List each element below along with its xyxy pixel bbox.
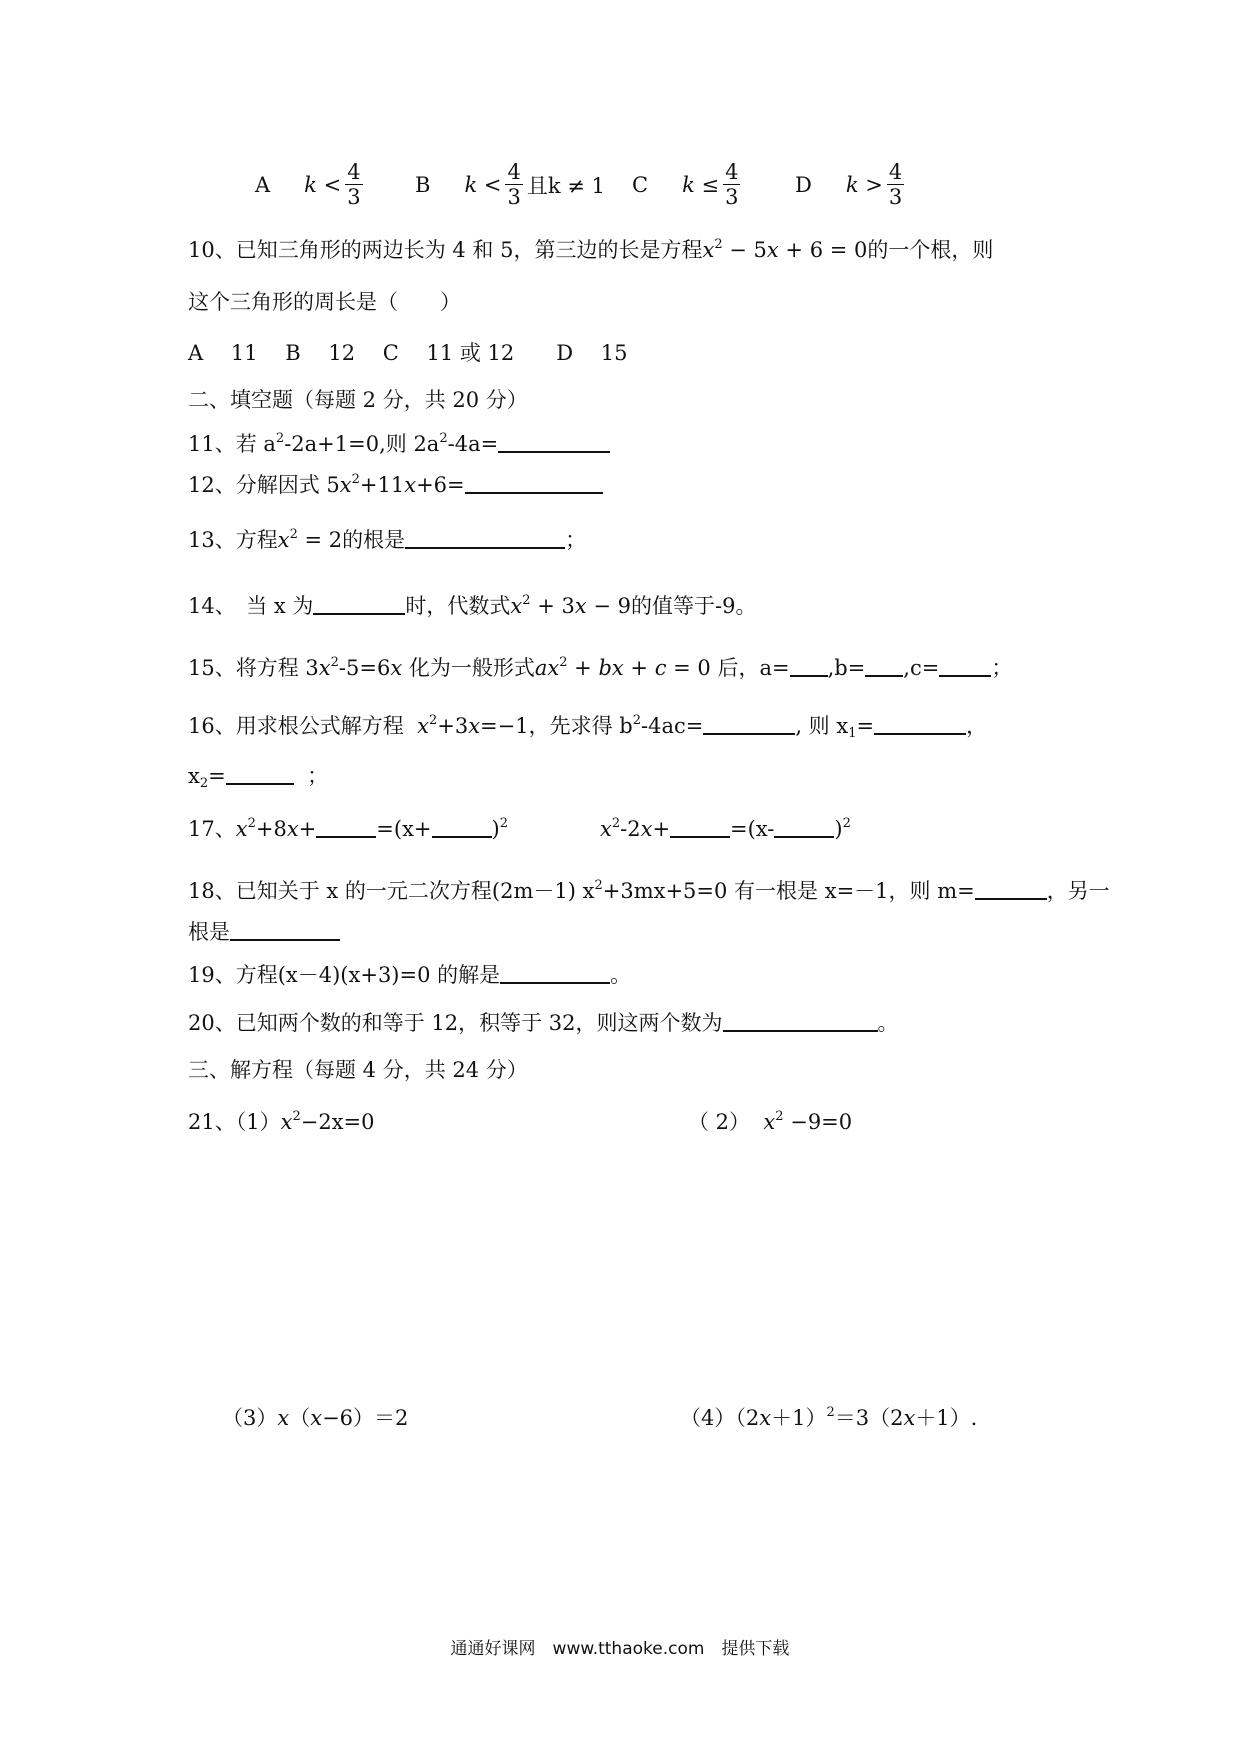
fraction: $\frac{4}{3}$ xyxy=(725,160,739,209)
answer-blank[interactable] xyxy=(874,715,966,735)
answer-blank[interactable] xyxy=(405,529,565,549)
q10-line1: 10、已知三角形的两边长为 4 和 5，第三边的长是方程$x^2 - 5x + 6 = 0$的一个根，则 xyxy=(188,237,994,262)
q13: 13、方程$x^2 = 2$的根是 ； xyxy=(188,527,587,552)
q14: 14、 当 x 为 时，代数式$x^2 + 3x - 9$的值等于-9。 xyxy=(188,593,757,618)
q9-option-d: D k > $\frac{4}{3}$ xyxy=(795,160,903,209)
q17: 17、$x^2+8x+ =(x+ )^2$ xyxy=(188,816,508,841)
q21-part3: （3）x（x−6）＝2 xyxy=(222,1406,409,1430)
answer-blank[interactable] xyxy=(939,657,991,677)
q21-part1: 21、$(1)x^2-2x=0$ xyxy=(188,1109,375,1134)
answer-blank[interactable] xyxy=(723,1012,878,1032)
answer-blank[interactable] xyxy=(774,818,834,838)
answer-blank[interactable] xyxy=(465,474,603,494)
section3-title: 三、解方程（每题 4 分，共 24 分） xyxy=(188,1058,528,1082)
q9-option-a: A k < $\frac{4}{3}$ xyxy=(255,160,361,209)
q21-part2: （ 2） $x^2 -9=0$ xyxy=(688,1109,853,1134)
answer-blank[interactable] xyxy=(670,818,730,838)
q11: 11、若 $a^2-2a+1=0$,则 $2a^2-4a=$ xyxy=(188,432,610,457)
answer-blank[interactable] xyxy=(230,921,340,941)
answer-blank[interactable] xyxy=(865,657,903,677)
fraction: $\frac{4}{3}$ xyxy=(347,160,361,209)
q20: 20、已知两个数的和等于 12，积等于 32，则这两个数为 。 xyxy=(188,1011,899,1035)
q10-options: A 11 B 12 C 11 或 12 D 15 xyxy=(188,341,628,365)
answer-blank[interactable] xyxy=(790,657,828,677)
answer-blank[interactable] xyxy=(975,880,1047,900)
q15: 15、将方程 $3x^2-5=6x$ 化为一般形式$ax^2$ + bx + c = 0 后，a= ,b= ,c= ； xyxy=(188,655,1013,680)
section2-title: 二、填空题（每题 2 分，共 20 分） xyxy=(188,388,528,412)
q17-part2: $x^2-2x+ =(x-$ )$^2$ xyxy=(600,816,851,841)
q19: 19、方程(x－4)(x+3)=0 的解是 。 xyxy=(188,963,632,987)
q9-option-b: B k < $\frac{4}{3}$ 且k ≠ 1 xyxy=(415,160,605,209)
answer-blank[interactable] xyxy=(703,715,795,735)
q21-part4: $(4)(2x+1)^2=3(2x+1)$. xyxy=(680,1405,978,1430)
q16-line2: $x_2=$ ； xyxy=(188,764,329,791)
q16: 16、用求根公式解方程 $x^2+3x=-1$，先求得 $b^2-4ac=$ , 则 $x_1=$ ， xyxy=(188,713,988,741)
page-footer: 通通好课网 www.tthaoke.com 提供下载 xyxy=(450,1639,790,1659)
answer-blank[interactable] xyxy=(432,818,492,838)
q18: 18、已知关于 x 的一元二次方程(2m－1) $x^2+3mx+5=0$ 有一根是 x=－1，则 m= ，另一 xyxy=(188,878,1110,903)
q10-line2: 这个三角形的周长是（ ） xyxy=(188,290,461,314)
answer-blank[interactable] xyxy=(500,964,610,984)
answer-blank[interactable] xyxy=(226,765,294,785)
answer-blank[interactable] xyxy=(498,433,610,453)
answer-blank[interactable] xyxy=(316,818,376,838)
fraction: $\frac{4}{3}$ xyxy=(507,160,521,209)
fraction: $\frac{4}{3}$ xyxy=(888,160,903,209)
q18-line2: 根是 xyxy=(188,920,340,945)
q9-option-c: C k ≤ $\frac{4}{3}$ xyxy=(632,160,739,209)
answer-blank[interactable] xyxy=(313,595,405,615)
q12: 12、分解因式 $5x^2+11x+6=$ xyxy=(188,473,603,498)
